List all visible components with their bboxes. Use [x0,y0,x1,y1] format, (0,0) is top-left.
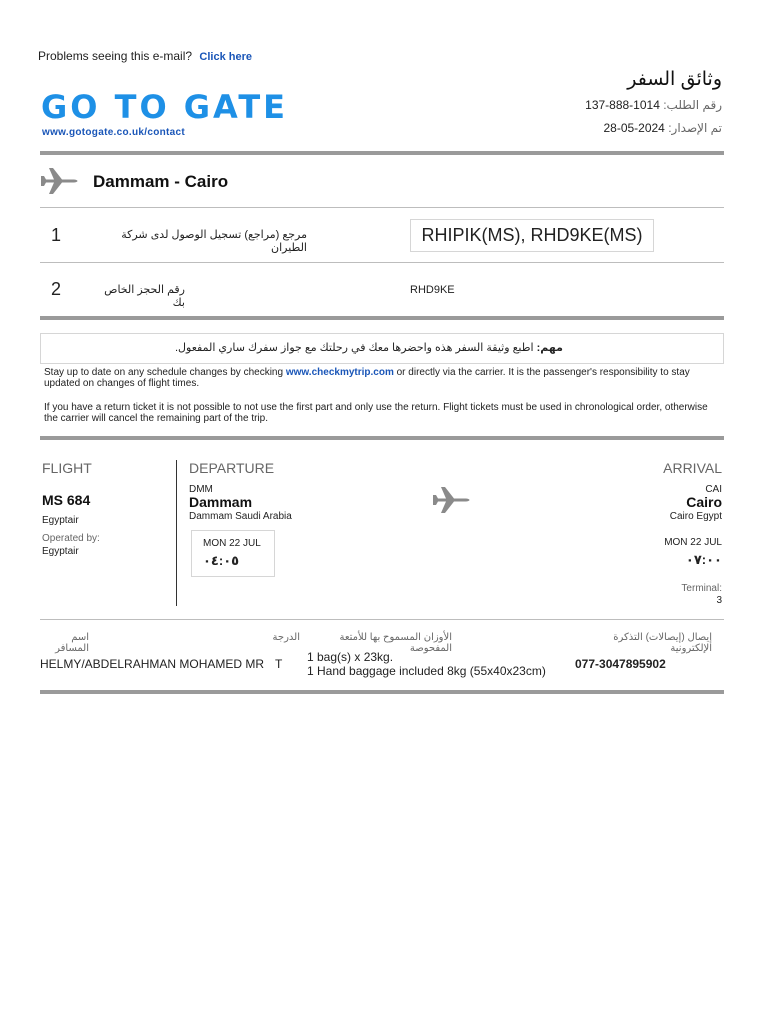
divider [40,151,724,155]
doc-title: وثائق السفر [627,69,722,90]
important-label: مهم: [536,342,563,354]
ref-number: 1 [51,225,62,245]
departure-location: Dammam Saudi Arabia [189,511,292,522]
divider [40,436,724,440]
arrival-date: MON 22 JUL [664,537,722,548]
airline [42,510,79,528]
order-label: رقم الطلب: [663,98,722,112]
flight-heading: FLIGHT [42,460,92,476]
terminal: 3 [716,595,722,606]
arrival-location: Cairo Egypt [669,511,722,522]
divider [40,207,724,208]
passenger-name-label: اسم المسافر [55,632,89,654]
divider [40,690,724,694]
flight-number: MS 684 [42,492,91,508]
airplane-icon [432,485,470,520]
schedule-note [44,367,720,389]
issued-date: 28-05-2024 [603,121,665,135]
eticket-number: 077-3047895902 [575,657,666,671]
checked-baggage: 1 bag(s) x 23kg. [307,650,394,664]
baggage-allowance [307,650,546,678]
schedule-note-text-2: or directly via the carrier. It is the passenger's responsibility to stay updated on changes of flight times. [44,367,690,389]
ref-label: رقم الحجز الخاص بك [104,284,185,309]
route-title: Dammam - Cairo [93,172,229,191]
divider [40,262,724,263]
arrival-city: Cairo [686,494,722,510]
terminal-label: Terminal: [681,583,722,594]
booking-class: T [275,657,283,671]
operated-by: Egyptair [42,546,79,557]
vertical-divider [176,460,177,606]
operated-by-label: Operated by: [42,533,100,544]
booking-reference: RHD9KE [410,284,455,296]
checkin-reference: RHIPIK(MS), RHD9KE(MS) [410,219,654,252]
return-ticket-note: If you have a return ticket it is not possible to not use the first part and only use the return. Flight tickets must be used in chronological order, otherwise the carrier will cancel the remaining part of the trip. [44,402,708,424]
issued-label: تم الإصدار: [668,121,722,135]
departure-time: ٠٤:٠٥ [203,553,240,568]
arrival-time: ٠٧:٠٠ [685,552,722,567]
departure-heading: DEPARTURE [189,460,275,476]
gotogate-logo: GO TO GATE [41,88,289,126]
arrival-code: CAI [705,484,722,495]
departure-city: Dammam [189,494,253,510]
airplane-icon [40,166,78,201]
departure-time-box [191,530,275,577]
hand-baggage: 1 Hand baggage included 8kg (55x40x23cm) [307,664,546,678]
departure-code: DMM [189,484,213,495]
issued-line [603,121,722,135]
checkmytrip-link[interactable]: www.checkmytrip.com [285,367,394,378]
divider [40,619,724,620]
important-text: اطبع وثيقة السفر هذه واحضرها معك في رحلتك مع جواز سفرك ساري المفعول. [175,342,534,354]
baggage-label: الأوزان المسموح بها للأمتعة المفحوصة [339,632,452,654]
class-label: الدرجة [272,632,300,643]
click-here-link[interactable]: Click here [199,51,253,63]
contact-link[interactable]: www.gotogate.co.uk/contact [42,127,185,138]
passenger-name: HELMY/ABDELRAHMAN MOHAMED MR [40,657,265,671]
order-number: 137-888-1014 [585,98,660,112]
ref-label: مرجع (مراجع) تسجيل الوصول لدى شركة الطيران [121,229,307,254]
problems-line [38,49,252,63]
ref-number: 2 [51,279,62,299]
departure-date: MON 22 JUL [203,538,261,549]
arrival-heading: ARRIVAL [663,460,722,476]
important-notice [40,333,724,364]
problems-text: Problems seeing this e-mail? [38,49,193,63]
schedule-note-text: Stay up to date on any schedule changes by checking [44,367,284,378]
order-line [585,98,722,112]
airline-name: Egyptair [42,515,79,526]
divider [40,316,724,320]
eticket-label: إيصال (إيصالات) التذكرة الإلكترونية [613,632,712,654]
